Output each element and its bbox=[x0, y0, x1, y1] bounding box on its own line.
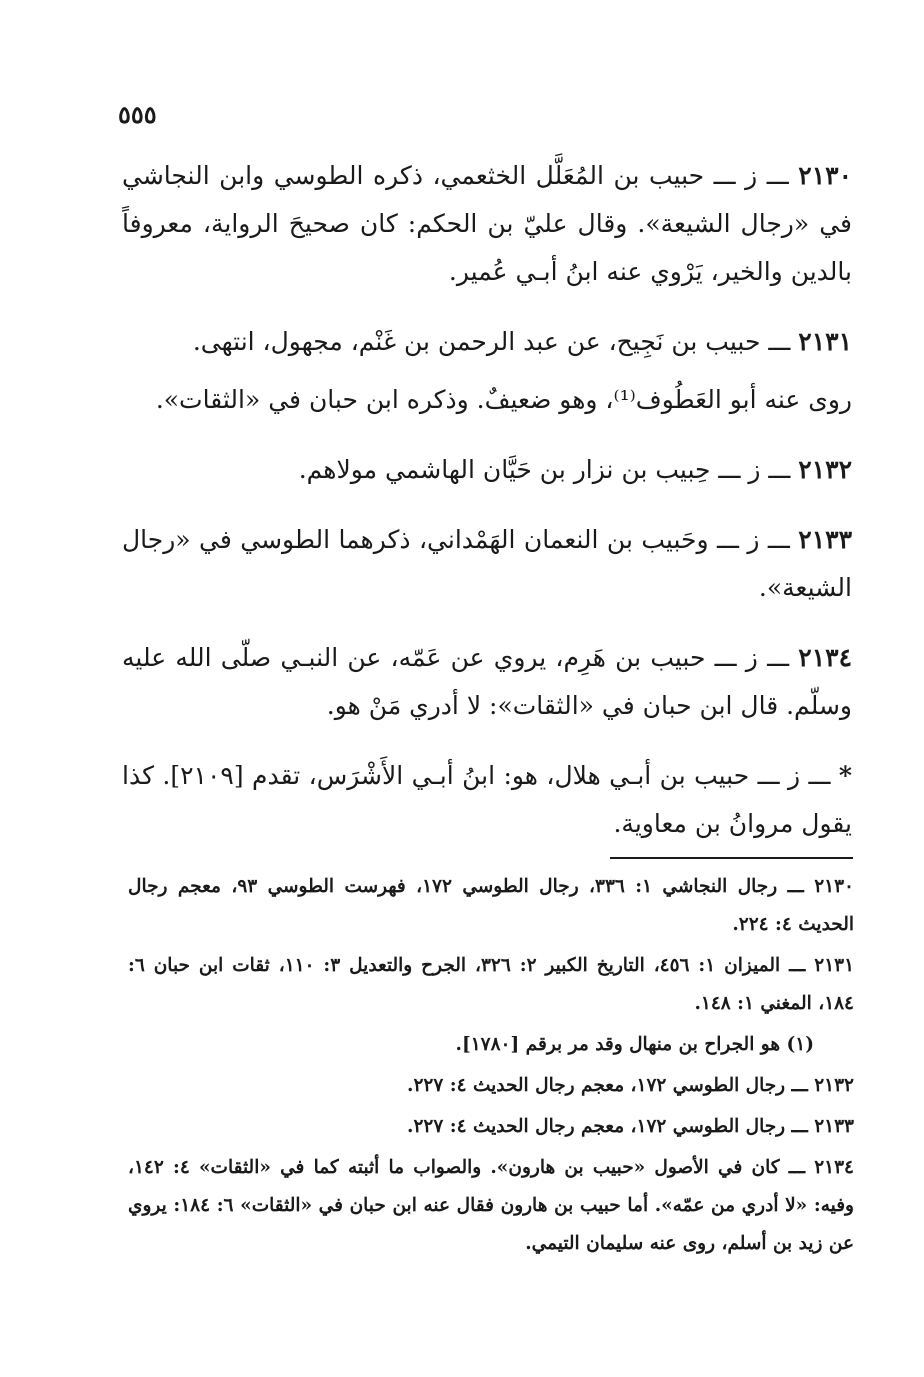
entry-2131-continuation bbox=[122, 376, 852, 424]
entry-text: ـــ ز ـــ حبيب بن المُعَلَّل الخثعمي، ذكره الطوسي وابن النجاشي في «رجال الشيعة». وقال عليّ بن الحكم: كان صحيحَ الرواية، معروفاً بالدين والخير، يَرْوي عنه ابنُ أبـي عُمير. bbox=[122, 161, 852, 286]
entry-text: ـــ ز ـــ حبيب بن أبـي هلال، هو: ابنُ أبـي الأَشْرَس، تقدم [٢١٠٩]. كذا يقول مروانُ بن معاوية. bbox=[122, 761, 852, 838]
entry-2133 bbox=[122, 516, 852, 612]
footnote-2130: ٢١٣٠ ـــ رجال النجاشي ١: ٣٣٦، رجال الطوسي ١٧٢، فهرست الطوسي ٩٣، معجم رجال الحديث ٤: ٢٢٤. bbox=[128, 876, 854, 935]
entry-number: ٢١٣٠ bbox=[798, 161, 852, 190]
footnote-2131: ٢١٣١ ـــ الميزان ١: ٤٥٦، التاريخ الكبير ٢: ٣٢٦، الجرح والتعديل ٣: ١١٠، ثقات ابن حبان ٦: ١٨٤، المغني ١: ١٤٨. bbox=[128, 955, 855, 1014]
entry-2130 bbox=[122, 152, 852, 296]
main-text bbox=[122, 152, 852, 870]
entry-text: روى عنه أبو العَطُوف⁽¹⁾، وهو ضعيفٌ. وذكره ابن حبان في «الثقات». bbox=[155, 385, 852, 414]
page-number: ٥٥٥ bbox=[118, 100, 157, 129]
footnote-2132: ٢١٣٢ ـــ رجال الطوسي ١٧٢، معجم رجال الحديث ٤: ٢٢٧. bbox=[407, 1075, 854, 1096]
entry-2131 bbox=[122, 318, 852, 366]
footnotes bbox=[128, 868, 854, 1266]
entry-2132 bbox=[122, 446, 852, 494]
entry-2134 bbox=[122, 634, 852, 730]
entry-habib-ibn-abi-hilal bbox=[122, 752, 852, 848]
footnote-1: (١) هو الجراح بن منهال وقد مر برقم [١٧٨٠]. bbox=[455, 1034, 814, 1055]
entry-text: ـــ حبيب بن نَجِيح، عن عبد الرحمن بن غَنْم، مجهول، انتهى. bbox=[192, 327, 799, 356]
footnote-2134: ٢١٣٤ ـــ كان في الأصول «حبيب بن هارون». والصواب ما أثبته كما في «الثقات» ٤: ١٤٢، وفيه: «لا أدري من عمّه». أما حبيب بن هارون فقال عنه ابن حبان في «الثقات» ٦: ١٨٤: يروي عن زيد بن أسلم، روى عنه سليمان التيمي. bbox=[128, 1157, 854, 1254]
entry-number: ٢١٣٤ bbox=[798, 643, 852, 672]
entry-number: ٢١٣٢ bbox=[798, 455, 852, 484]
footnote-divider bbox=[610, 857, 853, 859]
entry-number: ٢١٣١ bbox=[798, 327, 852, 356]
entry-number: ٢١٣٣ bbox=[798, 525, 852, 554]
footnote-2133: ٢١٣٣ ـــ رجال الطوسي ١٧٢، معجم رجال الحديث ٤: ٢٢٧. bbox=[407, 1116, 854, 1137]
entry-text: ـــ ز ـــ حبيب بن هَرِم، يروي عن عَمّه، عن النبـي صلّى الله عليه وسلّم. قال ابن حبان في «الثقات»: لا أدري مَنْ هو. bbox=[122, 643, 852, 720]
asterisk-marker: * bbox=[838, 761, 852, 790]
entry-text: ـــ ز ـــ حِبيب بن نزار بن حَيَّان الهاشمي مولاهم. bbox=[298, 455, 799, 484]
entry-text: ـــ ز ـــ وحَبيب بن النعمان الهَمْداني، ذكرهما الطوسي في «رجال الشيعة». bbox=[122, 525, 852, 602]
